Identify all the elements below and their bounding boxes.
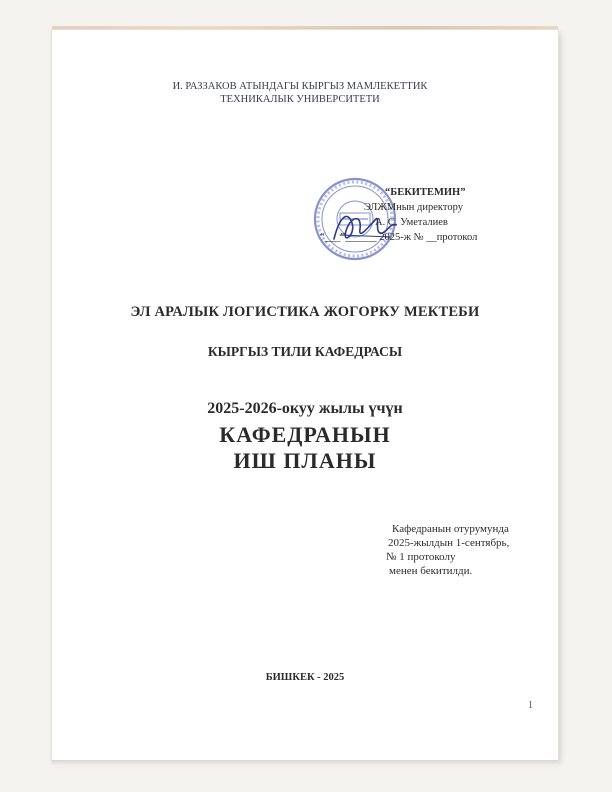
document-page (52, 30, 558, 760)
meeting-note-line-3: № 1 протоколу (386, 551, 456, 563)
meeting-note (386, 522, 556, 578)
document-title-line-1: КАФЕДРАНЫН (219, 422, 391, 447)
department-name: КЫРГЫЗ ТИЛИ КАФЕДРАСЫ (207, 344, 403, 359)
university-header (150, 80, 450, 106)
approval-date-line: “___”______ 2025-ж № __протокол (320, 232, 478, 243)
meeting-note-line-1: Кафедранын отурумунда (392, 523, 509, 535)
approval-title: “БЕКИТЕМИН” (385, 187, 466, 198)
academic-year: 2025-2026-окуу жылы үчүн (207, 400, 403, 417)
meeting-note-line-4: менен бекитилди. (389, 565, 473, 577)
page-number: 1 (528, 700, 533, 711)
school-name: ЭЛ АРАЛЫК ЛОГИСТИКА ЖОГОРКУ МЕКТЕБИ (130, 304, 480, 320)
university-line-2: ТЕХНИКАЛЫК УНИВЕРСИТЕТИ (220, 94, 380, 105)
meeting-note-line-2: 2025-жылдын 1-сентябрь, (388, 537, 510, 549)
paper-bottom-shadow (52, 760, 558, 766)
city-year: БИШКЕК - 2025 (265, 672, 345, 683)
approval-name: А. С. Уметалиев (375, 217, 448, 228)
university-line-1: И. РАЗЗАКОВ АТЫНДАГЫ КЫРГЫЗ МАМЛЕКЕТТИК (172, 81, 428, 92)
document-title-line-2: ИШ ПЛАНЫ (233, 448, 377, 473)
approval-block (320, 185, 540, 245)
approval-position: ЭЛЖМнын директору (364, 202, 463, 213)
